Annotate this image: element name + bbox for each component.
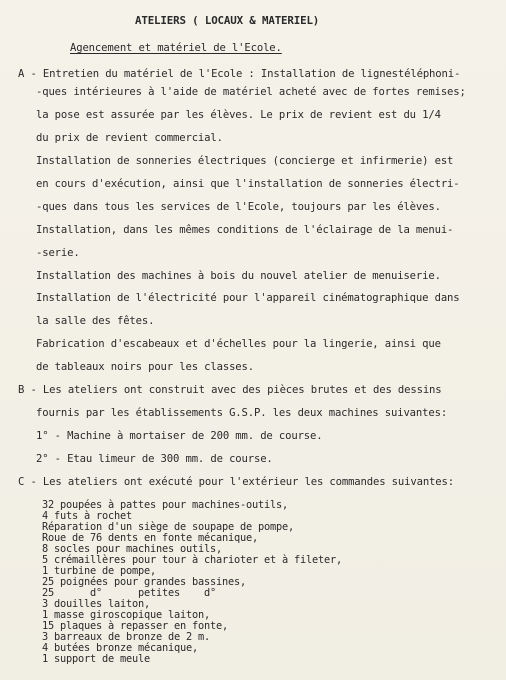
order-item: 25 poignées pour grandes bassines, xyxy=(42,576,246,588)
section-a-line: Installation, dans les mêmes conditions de l'éclairage de la menui- xyxy=(36,224,454,236)
order-item: 4 butées bronze mécanique, xyxy=(42,642,198,654)
order-item: 15 plaques à repasser en fonte, xyxy=(42,620,228,632)
order-item: Roue de 76 dents en fonte mécanique, xyxy=(42,532,258,544)
order-item: 4 futs à rochet xyxy=(42,510,132,522)
section-b-line: 1° - Machine à mortaiser de 200 mm. de course. xyxy=(36,430,323,442)
document-subtitle: Agencement et matériel de l'Ecole. xyxy=(70,42,282,54)
order-item: 1 turbine de pompe, xyxy=(42,565,156,577)
section-a-line: Installation de sonneries électriques (concierge et infirmerie) est xyxy=(36,155,454,167)
order-item: 3 barreaux de bronze de 2 m. xyxy=(42,631,210,643)
order-item: 25 d° petites d° xyxy=(42,587,216,599)
section-a-line: -serie. xyxy=(36,247,80,259)
order-item: 5 crémaillères pour tour à charioter et à fileter, xyxy=(42,554,342,566)
section-a-line: la pose est assurée par les élèves. Le prix de revient est du 1/4 xyxy=(36,109,441,121)
section-a-line: -ques intérieures à l'aide de matériel acheté avec de fortes remises; xyxy=(36,86,466,98)
section-c-intro: C - Les ateliers ont exécuté pour l'extérieur les commandes suivantes: xyxy=(18,476,454,488)
order-item: 1 masse giroscopique laiton, xyxy=(42,609,210,621)
order-item: 8 socles pour machines outils, xyxy=(42,543,222,555)
document-title: ATELIERS ( LOCAUX & MATERIEL) xyxy=(135,14,320,27)
section-a-line: Installation de l'électricité pour l'appareil cinématographique dans xyxy=(36,292,460,304)
section-a-line: Fabrication d'escabeaux et d'échelles pour la lingerie, ainsi que xyxy=(36,338,441,350)
section-a-line: la salle des fêtes. xyxy=(36,315,155,327)
section-a-line: Installation des machines à bois du nouvel atelier de menuiserie. xyxy=(36,270,441,282)
order-item: 3 douilles laiton, xyxy=(42,598,150,610)
section-a-line: en cours d'exécution, ainsi que l'installation de sonneries électri- xyxy=(36,178,460,190)
section-a-line: A - Entretien du matériel de l'Ecole : Installation de lignestéléphoni- xyxy=(18,68,461,80)
section-b-line: 2° - Etau limeur de 300 mm. de course. xyxy=(36,453,273,465)
section-b-line: B - Les ateliers ont construit avec des pièces brutes et des dessins xyxy=(18,384,442,396)
section-a-line: de tableaux noirs pour les classes. xyxy=(36,361,254,373)
section-b-line: fournis par les établissements G.S.P. les deux machines suivantes: xyxy=(36,407,448,419)
order-item: 1 support de meule xyxy=(42,653,150,665)
section-a-line: du prix de revient commercial. xyxy=(36,132,223,144)
order-item: 32 poupées à pattes pour machines-outils, xyxy=(42,499,288,511)
section-a-line: -ques dans tous les services de l'Ecole, toujours par les élèves. xyxy=(36,201,441,213)
order-item: Réparation d'un siège de soupape de pompe, xyxy=(42,521,294,533)
